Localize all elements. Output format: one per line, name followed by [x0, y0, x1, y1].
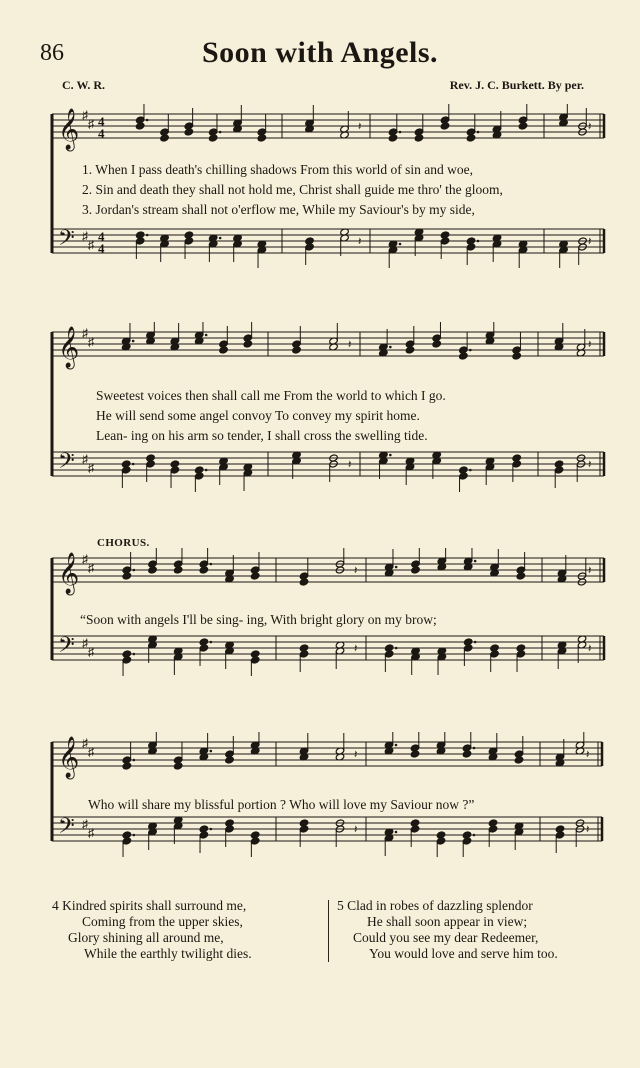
- dot-mark: [469, 349, 472, 352]
- dot-mark: [133, 569, 136, 572]
- dot-mark: [473, 834, 476, 837]
- note-head: [243, 340, 252, 348]
- dot-mark: [389, 346, 392, 349]
- music-system-4: [48, 732, 608, 857]
- sharp-icon: ♯: [88, 745, 94, 759]
- note-head: [199, 566, 208, 574]
- dot-mark: [133, 834, 136, 837]
- verse-divider: [328, 900, 329, 962]
- note-head: [135, 122, 144, 130]
- rest-icon: 𝄽: [348, 459, 352, 471]
- sharp-icon: ♯: [82, 108, 88, 122]
- sharp-icon: ♯: [88, 645, 94, 659]
- time-signature-icon: 4: [98, 229, 105, 244]
- treble-clef-icon: 𝄞: [58, 553, 80, 594]
- verse-line: 4 Kindred spirits shall surround me,: [52, 898, 247, 913]
- dot-mark: [399, 131, 402, 134]
- music-system-2: [48, 322, 608, 492]
- chorus-line: “Soon with angels I'll be sing- ing, With bright glory on my brow;: [80, 612, 437, 627]
- rest-icon: 𝄽: [586, 824, 590, 836]
- note-head: [440, 122, 449, 130]
- rest-icon: 𝄽: [586, 749, 590, 761]
- page-number: 86: [40, 40, 64, 66]
- note-head: [122, 762, 131, 770]
- verse-3-line: 3. Jordan's stream shall not o'erflow me, While my Saviour's by my side,: [82, 202, 475, 217]
- rest-icon: 𝄽: [588, 459, 592, 471]
- composer-credit: C. W. R.: [62, 78, 106, 92]
- hymn-title: Soon with Angels.: [201, 36, 439, 69]
- bass-clef-icon: 𝄢: [58, 814, 75, 844]
- verse-2-line: He will send some angel convoy To convey my spirit home.: [96, 408, 420, 423]
- dot-mark: [132, 340, 135, 343]
- rest-icon: 𝄽: [588, 643, 592, 655]
- sharp-icon: ♯: [82, 326, 88, 340]
- note-head: [219, 346, 228, 354]
- rest-icon: 𝄽: [354, 824, 358, 836]
- rest-icon: 𝄽: [354, 749, 358, 761]
- bass-clef-icon: 𝄢: [58, 449, 75, 479]
- dot-mark: [399, 243, 402, 246]
- note-head: [414, 134, 423, 142]
- dot-mark: [205, 469, 208, 472]
- sharp-icon: ♯: [88, 117, 94, 131]
- dot-mark: [473, 747, 476, 750]
- bass-clef-icon: 𝄢: [58, 226, 75, 256]
- dot-mark: [133, 759, 136, 762]
- time-signature-icon: 4: [98, 114, 105, 129]
- dot-mark: [395, 744, 398, 747]
- note-head: [516, 572, 525, 580]
- note-head: [148, 566, 157, 574]
- note-head: [405, 346, 414, 354]
- dot-mark: [477, 240, 480, 243]
- note-head: [250, 572, 259, 580]
- rest-icon: 𝄽: [588, 236, 592, 248]
- dot-mark: [395, 566, 398, 569]
- rest-icon: 𝄽: [358, 236, 362, 248]
- note-head: [173, 762, 182, 770]
- verse-line: Could you see my dear Redeemer,: [353, 930, 539, 945]
- dot-mark: [210, 641, 213, 644]
- sharp-icon: ♯: [82, 817, 88, 831]
- rest-icon: 𝄽: [588, 121, 592, 133]
- dot-mark: [210, 750, 213, 753]
- sharp-icon: ♯: [82, 636, 88, 650]
- verse-1-line: 1. When I pass death's chilling shadows From this world of sin and woe,: [82, 162, 474, 177]
- rest-icon: 𝄽: [358, 121, 362, 133]
- dot-mark: [205, 334, 208, 337]
- sharp-icon: ♯: [82, 229, 88, 243]
- rest-icon: 𝄽: [588, 565, 592, 577]
- verse-line: He shall soon appear in view;: [367, 914, 528, 929]
- note-head: [160, 134, 169, 142]
- treble-clef-icon: 𝄞: [58, 109, 80, 150]
- dot-mark: [132, 463, 135, 466]
- sharp-icon: ♯: [88, 826, 94, 840]
- treble-clef-icon: 𝄞: [58, 737, 80, 778]
- note-head: [257, 134, 266, 142]
- dot-mark: [133, 653, 136, 656]
- note-head: [122, 572, 131, 580]
- verse-2-line: 2. Sin and death they shall not hold me, Christ shall guide me thro' the gloom,: [82, 182, 503, 197]
- dot-mark: [389, 454, 392, 457]
- time-signature-icon: 4: [98, 126, 105, 141]
- note-head: [410, 750, 419, 758]
- rest-icon: 𝄽: [354, 643, 358, 655]
- bass-clef-icon: 𝄢: [58, 633, 75, 663]
- note-head: [462, 750, 471, 758]
- dot-mark: [474, 641, 477, 644]
- note-head: [225, 756, 234, 764]
- note-head: [411, 566, 420, 574]
- verse-line: You would love and serve him too.: [369, 946, 558, 961]
- rest-icon: 𝄽: [348, 339, 352, 351]
- note-head: [459, 352, 468, 360]
- rest-icon: 𝄽: [588, 339, 592, 351]
- dot-mark: [469, 469, 472, 472]
- sharp-icon: ♯: [82, 552, 88, 566]
- note-head: [184, 128, 193, 136]
- sharp-icon: ♯: [88, 461, 94, 475]
- dot-mark: [146, 234, 149, 237]
- verse-3-line: Lean- ing on his arm so tender, I shall cross the swelling tide.: [96, 428, 428, 443]
- verse-line: While the earthly twilight dies.: [84, 946, 252, 961]
- dot-mark: [146, 119, 149, 122]
- note-head: [173, 566, 182, 574]
- dot-mark: [474, 560, 477, 563]
- dot-mark: [210, 828, 213, 831]
- verse-1-line: Sweetest voices then shall call me From the world to which I go.: [96, 388, 446, 403]
- verse-line: Coming from the upper skies,: [82, 914, 243, 929]
- dot-mark: [395, 647, 398, 650]
- verse-5: [337, 898, 558, 962]
- sharp-icon: ♯: [82, 736, 88, 750]
- time-signature-icon: 4: [98, 241, 105, 256]
- dot-mark: [210, 563, 213, 566]
- note-head: [466, 134, 475, 142]
- note-head: [299, 578, 308, 586]
- note-head: [208, 134, 217, 142]
- chorus-line: Who will share my blissful portion ? Who will love my Saviour now ?”: [88, 797, 475, 812]
- note-head: [292, 346, 301, 354]
- rest-icon: 𝄽: [354, 565, 358, 577]
- dot-mark: [395, 831, 398, 834]
- dot-mark: [219, 131, 222, 134]
- verse-line: 5 Clad in robes of dazzling splendor: [337, 898, 533, 913]
- note-head: [432, 340, 441, 348]
- treble-clef-icon: 𝄞: [58, 327, 80, 368]
- note-head: [518, 122, 527, 130]
- chorus-label: CHORUS.: [97, 537, 150, 549]
- sharp-icon: ♯: [82, 452, 88, 466]
- sharp-icon: ♯: [88, 561, 94, 575]
- verse-line: Glory shining all around me,: [68, 930, 224, 945]
- note-head: [388, 134, 397, 142]
- dot-mark: [477, 131, 480, 134]
- treble-staff: [52, 332, 604, 356]
- note-head: [514, 756, 523, 764]
- verse-4: [52, 898, 252, 962]
- sharp-icon: ♯: [88, 335, 94, 349]
- note-head: [512, 352, 521, 360]
- sharp-icon: ♯: [88, 238, 94, 252]
- author-credit: Rev. J. C. Burkett. By per.: [449, 78, 584, 92]
- dot-mark: [219, 237, 222, 240]
